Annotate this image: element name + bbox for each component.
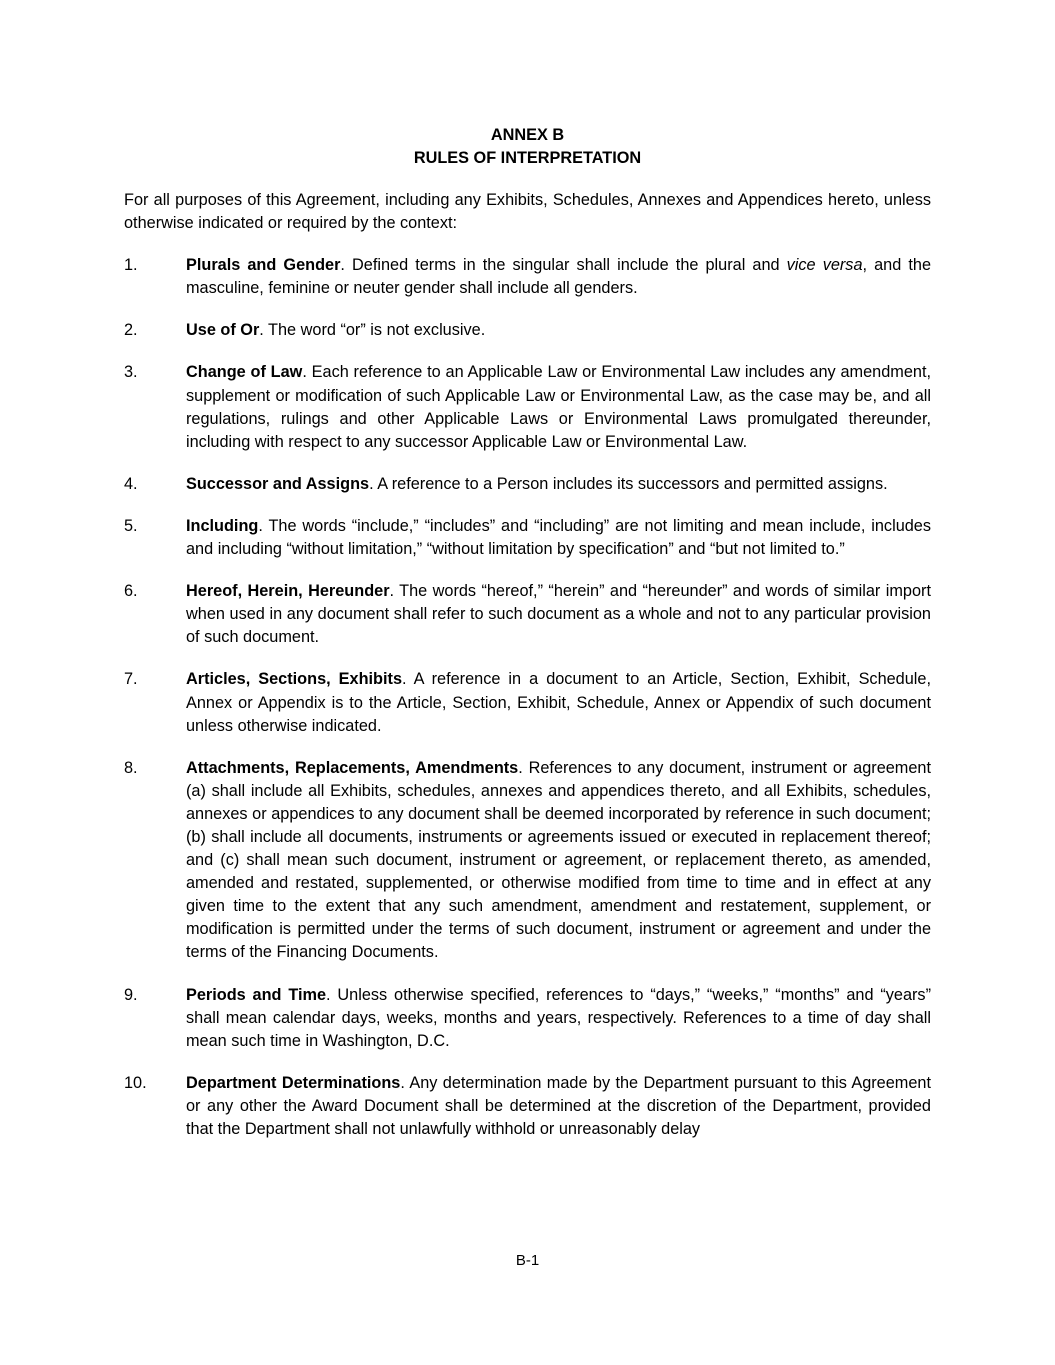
item-number: 10. <box>124 1073 147 1092</box>
item-heading: Including <box>186 516 259 535</box>
intro-paragraph: For all purposes of this Agreement, including any Exhibits, Schedules, Annexes and Appendices hereto, unless otherwise indicated or required by the context: <box>124 191 931 233</box>
item-text: The words “include,” “includes” and “including” are not limiting and mean include, includes and including “without limitation,” “without limitation by specification” and “but not limited to.” <box>186 516 931 559</box>
rule-item-9: 9. Periods and Time. Unless otherwise specified, references to “days,” “weeks,” “months” and “years” shall mean calendar days, weeks, months and years, respectively. References to a time of day shall mean such time in Washington, D.C. <box>124 985 931 1050</box>
rule-item-4: 4. Successor and Assigns. A reference to a Person includes its successors and permitted assigns. <box>124 473 931 496</box>
rule-item-2: 2. Use of Or. The word “or” is not exclusive. <box>124 319 931 342</box>
item-heading: Plurals and Gender <box>186 256 341 275</box>
item-text: A reference in a document to an Article, Section, Exhibit, Schedule, Annex or Appendix is to the Article, Section, Exhibit, Schedule, Annex or Appendix of such document unless otherwise indicated. <box>186 670 931 735</box>
item-text: A reference to a Person includes its successors and permitted assigns. <box>373 474 888 493</box>
item-number: 2. <box>124 321 138 340</box>
rule-item-7: 7. Articles, Sections, Exhibits. A reference in a document to an Article, Section, Exhibit, Schedule, Annex or Appendix is to the Article, Section, Exhibit, Schedule, Annex or Appendix of such document unless otherwise indicated. <box>124 670 931 735</box>
item-number: 1. <box>124 256 138 275</box>
item-number: 6. <box>124 582 138 601</box>
document-page <box>124 124 931 1141</box>
rule-item-3: 3. Change of Law. Each reference to an Applicable Law or Environmental Law includes any amendment, supplement or modification of such Applicable Law or Environmental Law, as the case may be, and all regulations, rulings and other Applicable Laws or Environmental Laws promulgated thereunder, including with respect to any successor Applicable Law or Environmental Law. <box>124 363 931 451</box>
item-heading: Change of Law <box>186 363 303 382</box>
item-text: Unless otherwise specified, references to “days,” “weeks,” “months” and “years” shall mean calendar days, weeks, months and years, respectively. References to a time of day shall mean such time in Washington, D.C. <box>186 985 931 1050</box>
item-heading: Department Determinations <box>186 1073 401 1092</box>
item-text: The word “or” is not exclusive. <box>263 321 486 340</box>
item-number: 4. <box>124 474 138 493</box>
item-text-continued: , and the masculine, feminine or neuter gender shall include all genders. <box>186 256 931 298</box>
rule-item-10: 10. Department Determinations. Any determination made by the Department pursuant to this Agreement or any other the Award Document shall be determined at the discretion of the Department, provided that the Department shall not unlawfully withhold or unreasonably delay <box>124 1073 931 1138</box>
item-text: Defined terms in the singular shall include the plural and <box>344 256 787 275</box>
item-heading: Attachments, Replacements, Amendments <box>186 758 519 777</box>
item-number: 5. <box>124 516 138 535</box>
annex-subtitle: RULES OF INTERPRETATION <box>413 149 642 167</box>
item-text: Any determination made by the Department pursuant to this Agreement or any other the Award Document shall be determined at the discretion of the Department, provided that the Department shall not unlawfully withhold or unreasonably delay <box>186 1073 931 1138</box>
page-number: B-1 <box>515 1252 540 1269</box>
rule-item-6: 6. Hereof, Herein, Hereunder. The words “hereof,” “herein” and “hereunder” and words of similar import when used in any document shall refer to such document as a whole and not to any particular provision of such document. <box>124 582 931 647</box>
item-heading: Use of Or <box>186 321 260 340</box>
item-italic-text: vice versa <box>786 256 863 275</box>
rule-item-5: 5. Including. The words “include,” “includes” and “including” are not limiting and mean include, includes and including “without limitation,” “without limitation by specification” and “but not limited to.” <box>124 516 931 559</box>
item-number: 3. <box>124 363 138 382</box>
item-text: The words “hereof,” “herein” and “hereunder” and words of similar import when used in any document shall refer to such document as a whole and not to any particular provision of such document. <box>186 582 931 647</box>
item-number: 9. <box>124 985 138 1004</box>
item-heading: Periods and Time <box>186 985 327 1004</box>
rule-item-1: 1. Plurals and Gender. Defined terms in the singular shall include the plural and vice versa, and the masculine, feminine or neuter gender shall include all genders. <box>124 256 931 298</box>
item-number: 7. <box>124 670 138 689</box>
item-heading: Articles, Sections, Exhibits <box>186 670 402 689</box>
annex-label: ANNEX B <box>490 126 565 144</box>
item-heading: Successor and Assigns <box>186 474 370 493</box>
rule-item-8: 8. Attachments, Replacements, Amendments. References to any document, instrument or agreement (a) shall include all Exhibits, schedules, annexes and appendices thereto, and all Exhibits, schedules, annexes or appendices to any document shall be deemed incorporated by reference in such document; (b) shall include all documents, instruments or agreements issued or executed in replacement thereof; and (c) shall mean such document, instrument or agreement, or replacement thereto, as amended, amended and restated, supplemented, or otherwise modified from time to time and in effect at any given time to the extent that any such amendment, amendment and restatement, supplement, or modification is permitted under the terms of such document, instrument or agreement and under the terms of the Financing Documents. <box>124 758 931 962</box>
item-heading: Hereof, Herein, Hereunder <box>186 582 390 601</box>
item-text: Each reference to an Applicable Law or Environmental Law includes any amendment, supplement or modification of such Applicable Law or Environmental Law, as the case may be, and all regulations, rulings and other Applicable Laws or Environmental Laws promulgated thereunder, including with respect to any successor Applicable Law or Environmental Law. <box>186 363 931 451</box>
item-text: References to any document, instrument or agreement (a) shall include all Exhibits, schedules, annexes and appendices thereto, and all Exhibits, schedules, annexes or appendices to any document shall be deemed incorporated by reference in such document; (b) shall include all documents, instruments or agreements issued or executed in replacement thereof; and (c) shall mean such document, instrument or agreement, or replacement thereto, as amended, amended and restated, supplemented, or otherwise modified from time to time and in effect at any given time to the extent that any such amendment, amendment and restatement, supplement, or modification is permitted under the terms of such document, instrument or agreement and under the terms of the Financing Documents. <box>186 758 931 962</box>
annex-title <box>124 124 931 170</box>
item-number: 8. <box>124 758 138 777</box>
